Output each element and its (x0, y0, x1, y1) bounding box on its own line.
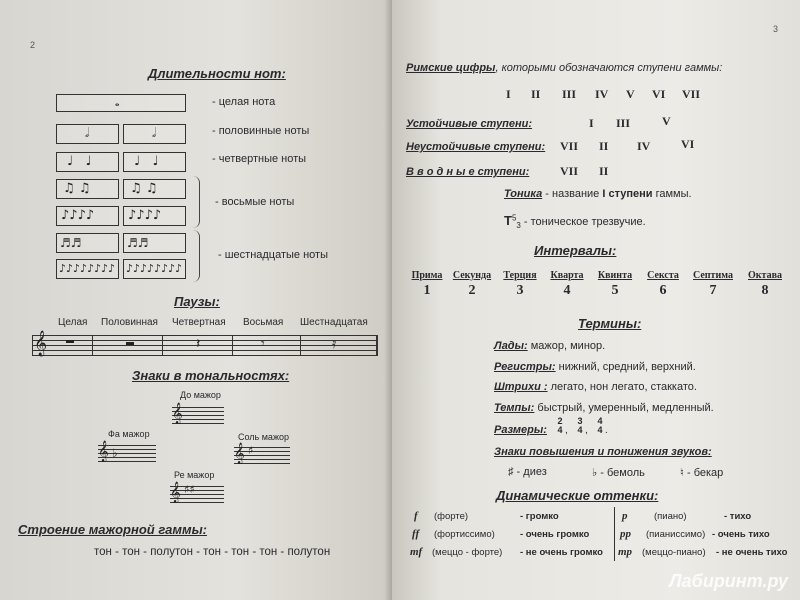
eighth-rest-icon: 𝄾 (261, 336, 265, 352)
meter-separator: , (565, 425, 568, 436)
duration-label: - восьмые ноты (215, 196, 295, 208)
interval-number: 5 (611, 283, 619, 298)
leading-steps-label: В в о д н ы е ступени: (406, 166, 530, 178)
interval-number: 3 (516, 283, 524, 298)
whole-note-box (56, 94, 186, 112)
intervals-title: Интервалы: (534, 243, 617, 258)
key-name: Соль мажор (238, 432, 289, 442)
eighth-notes-glyph: ♪♪♪♪ (128, 208, 162, 223)
key-signatures-title: Знаки в тональностях: (132, 368, 290, 383)
term-value: быстрый, умеренный, медленный. (537, 402, 714, 414)
brace (193, 230, 200, 282)
dynamic-name: (пианиссимо) (646, 529, 706, 540)
half-note-glyph: 𝅗𝅥 (85, 126, 90, 141)
meter-separator: , (585, 425, 588, 436)
rests-title: Паузы: (174, 294, 220, 309)
treble-clef-icon: 𝄞 (34, 331, 48, 356)
term-tempo (494, 402, 714, 414)
eighth-notes-glyph: ♫ ♫ (63, 181, 91, 196)
sixteenth-note-box (123, 233, 186, 253)
dynamic-symbol: pp (620, 528, 631, 540)
dynamic-meaning: - громко (520, 511, 559, 522)
dynamic-row (414, 510, 418, 522)
sixteenth-rest-icon: 𝄿 (332, 336, 337, 352)
key-name: Фа мажор (108, 429, 150, 439)
meter-separator: . (605, 425, 608, 436)
term-strokes (494, 381, 697, 393)
quarter-note-box (56, 152, 119, 172)
interval-name: Прима (411, 270, 443, 281)
meter-top: 2 (557, 416, 563, 426)
quarter-notes-glyph: ♩ ♩ (134, 154, 159, 169)
term-label: Темпы: (494, 402, 535, 414)
roman-numeral: I (589, 116, 594, 130)
rest-name: Восьмая (243, 317, 284, 328)
rest-name: Целая (58, 317, 88, 328)
dynamic-meaning: - не очень тихо (716, 547, 788, 558)
roman-numeral: VII (560, 139, 579, 153)
half-rest-icon (126, 342, 134, 345)
dynamic-row (622, 510, 628, 522)
interval-name: Квинта (597, 270, 633, 281)
accidentals-title: Знаки повышения и понижения звуков: (494, 446, 712, 458)
triad-sup: 5 (511, 213, 517, 223)
flat-icon: ♭ (112, 446, 118, 460)
term-label: Регистры: (494, 361, 556, 373)
major-scale-formula: тон - тон - полутон - тон - тон - тон - полутон (94, 546, 331, 558)
sharp-icon: ♯♯ (184, 483, 195, 496)
sixteenth-note-box (123, 259, 186, 279)
eighth-note-box (123, 206, 186, 226)
treble-clef-icon: 𝄞 (234, 443, 245, 464)
duration-label: - четвертные ноты (212, 153, 307, 165)
term-registers (494, 361, 696, 373)
dynamic-name: (фортиссимо) (434, 529, 495, 540)
rest-name: Четвертная (172, 317, 226, 328)
term-value: легато, нон легато, стаккато. (550, 381, 697, 393)
duration-label: - половинные ноты (212, 125, 310, 137)
terms-title: Термины: (578, 316, 642, 331)
left-page (0, 0, 392, 600)
sixteenth-notes-glyph: ♬♬ (127, 236, 149, 250)
sixteenth-notes-glyph: ♬♬ (60, 236, 82, 250)
triad-sub: 3 (516, 221, 521, 231)
half-note-box (123, 124, 186, 144)
meter-fraction (596, 417, 604, 435)
page-number: 2 (30, 40, 36, 50)
triad-symbol: T (504, 213, 512, 228)
interval-name: Терция (503, 270, 537, 281)
rest-name: Половинная (101, 317, 158, 328)
interval-number: 6 (659, 283, 667, 298)
eighth-note-box (56, 179, 119, 199)
roman-numeral: VI (652, 87, 666, 101)
interval-number: 7 (709, 283, 717, 298)
triad-definition (504, 213, 646, 230)
watermark-logo: Лабиринт.ру (669, 571, 788, 591)
unstable-steps-label: Неустойчивые ступени: (406, 141, 546, 153)
tonic-word: Тоника (504, 188, 543, 200)
roman-numeral: V (662, 114, 671, 128)
half-note-box (56, 124, 119, 144)
interval-number: 8 (761, 283, 769, 298)
term-modes (494, 340, 605, 352)
meter-bottom: 4 (557, 425, 563, 435)
dynamic-name: (меццо-пиано) (642, 547, 706, 558)
sixteenth-notes-glyph: ♪♪♪♪♪♪♪♪ (126, 262, 183, 275)
right-page (392, 0, 800, 600)
whole-rest-icon (66, 340, 74, 343)
duration-label: - целая нота (212, 96, 276, 108)
g-major-staff (234, 443, 290, 464)
dynamics-divider (614, 507, 615, 561)
dynamic-meaning: - очень громко (520, 529, 590, 540)
roman-numeral: II (531, 87, 541, 101)
tonic-text-end: гаммы. (652, 188, 692, 200)
meter-fraction (556, 417, 564, 435)
interval-name: Септима (693, 270, 733, 281)
half-note-glyph: 𝅗𝅥 (152, 126, 157, 141)
flat-definition: ♭ - бемоль (592, 467, 645, 479)
roman-numeral: VII (560, 164, 579, 178)
roman-numeral: III (616, 116, 631, 130)
term-value: мажор, минор. (530, 340, 606, 352)
rests-staff (32, 331, 378, 356)
tonic-definition (504, 188, 692, 200)
interval-number: 2 (468, 283, 476, 298)
dynamic-meaning: - тихо (724, 511, 752, 522)
meter-top: 4 (597, 416, 603, 426)
interval-name: Октава (748, 270, 782, 281)
dynamic-row (410, 546, 422, 558)
roman-title (406, 62, 722, 74)
term-value: нижний, средний, верхний. (558, 361, 696, 373)
roman-title-rest: , которыми обозначаются ступени гаммы: (495, 62, 723, 74)
term-label: Размеры: (494, 424, 547, 436)
quarter-rest-icon: 𝄽 (196, 336, 201, 352)
roman-numeral: V (626, 87, 635, 101)
roman-title-main: Римские цифры (406, 62, 496, 74)
dynamic-symbol: p (622, 510, 628, 522)
dynamic-symbol: mp (618, 546, 633, 558)
brace (193, 176, 200, 228)
dynamic-name: (форте) (434, 511, 469, 522)
interval-number: 1 (423, 283, 431, 298)
c-major-staff (172, 403, 224, 424)
quarter-note-box (123, 152, 186, 172)
roman-numeral: III (562, 87, 577, 101)
eighth-note-box (56, 206, 119, 226)
interval-name: Кварта (550, 270, 584, 281)
dynamic-row (412, 528, 419, 540)
sharp-definition: ♯ - диез (508, 466, 547, 478)
triad-text: - тоническое трезвучие. (520, 216, 646, 228)
meter-top: 3 (577, 416, 583, 426)
term-label: Лады: (494, 340, 528, 352)
dynamic-row (618, 546, 632, 558)
sharp-icon: ♯ (248, 444, 254, 457)
dynamic-meaning: - не очень громко (520, 547, 603, 558)
page-number: 3 (772, 24, 778, 34)
term-label: Штрихи : (494, 381, 548, 393)
eighth-notes-glyph: ♫ ♫ (130, 181, 158, 196)
treble-clef-icon: 𝄞 (170, 482, 181, 503)
dynamics-title: Динамические оттенки: (496, 488, 659, 503)
interval-name: Секунда (452, 270, 492, 281)
dynamic-symbol: ff (412, 528, 420, 540)
dynamic-row (620, 528, 631, 540)
roman-numeral: II (599, 139, 609, 153)
eighth-note-box (123, 179, 186, 199)
treble-clef-icon: 𝄞 (172, 403, 183, 424)
key-name: До мажор (180, 390, 221, 400)
roman-numeral: IV (595, 87, 609, 101)
roman-numeral: VI (681, 137, 695, 151)
durations-title: Длительности нот: (148, 66, 286, 81)
meter-bottom: 4 (577, 425, 583, 435)
key-name: Ре мажор (174, 470, 215, 480)
eighth-notes-glyph: ♪♪♪♪ (61, 208, 95, 223)
tonic-bold: I ступени (602, 188, 653, 200)
sixteenth-notes-glyph: ♪♪♪♪♪♪♪♪ (59, 262, 116, 275)
roman-numeral: I (506, 87, 511, 101)
dynamic-symbol: f (414, 510, 418, 522)
roman-numeral: II (599, 164, 609, 178)
stable-steps-label: Устойчивые ступени: (406, 118, 533, 130)
term-meters (494, 424, 547, 436)
dynamic-symbol: mf (410, 546, 423, 558)
sixteenth-note-box (56, 259, 119, 279)
sixteenth-note-box (56, 233, 119, 253)
natural-definition: ♮ - бекар (680, 467, 724, 479)
tonic-text: - название (542, 188, 603, 200)
interval-number: 4 (563, 283, 571, 298)
duration-label: - шестнадцатые ноты (218, 249, 328, 261)
roman-numeral: IV (637, 139, 651, 153)
meter-bottom: 4 (597, 425, 603, 435)
dynamic-name: (меццо - форте) (432, 547, 503, 558)
quarter-notes-glyph: ♩ ♩ (67, 154, 92, 169)
d-major-staff (170, 482, 224, 503)
rest-name: Шестнадцатая (300, 317, 368, 328)
dynamic-name: (пиано) (654, 511, 687, 522)
whole-note-glyph: 𝅝 (115, 96, 120, 109)
treble-clef-icon: 𝄞 (98, 441, 109, 462)
roman-numeral: VII (682, 87, 701, 101)
f-major-staff (98, 441, 156, 462)
dynamic-meaning: - очень тихо (712, 529, 770, 540)
meter-fraction (576, 417, 584, 435)
major-scale-title: Строение мажорной гаммы: (18, 522, 208, 537)
interval-name: Секста (647, 270, 679, 281)
